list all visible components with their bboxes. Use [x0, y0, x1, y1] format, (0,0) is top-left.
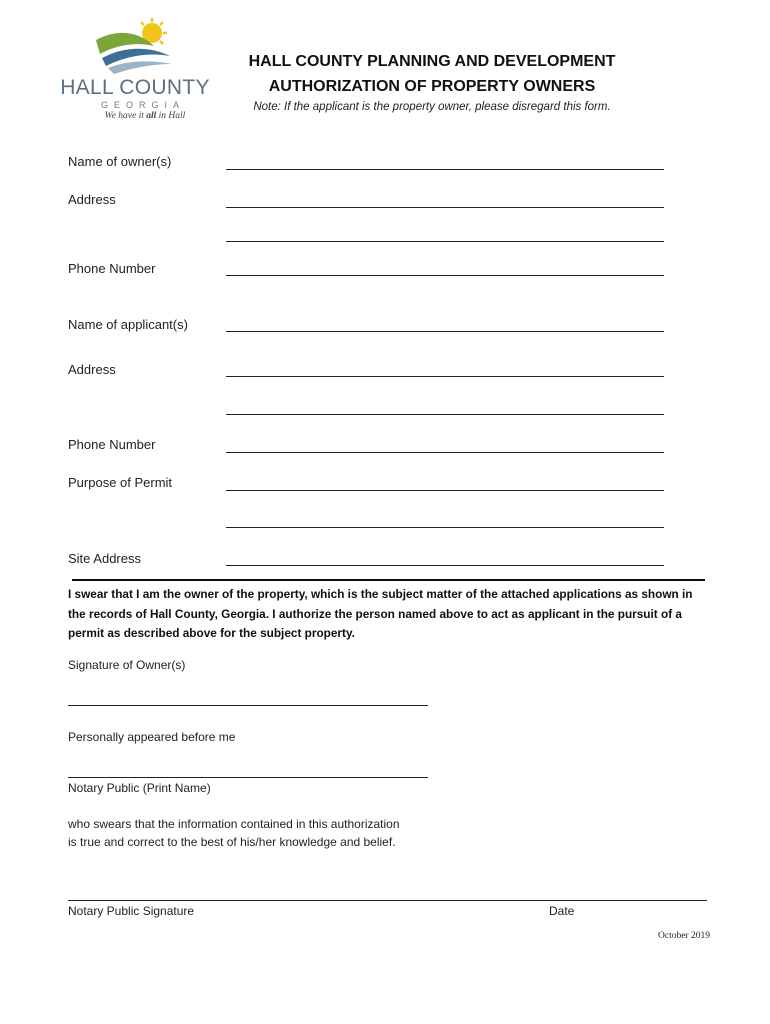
section-divider: [72, 579, 705, 581]
applicant-name-field[interactable]: [226, 331, 664, 332]
notary-signature-label: Notary Public Signature: [68, 904, 195, 918]
site-address-field[interactable]: [226, 565, 664, 566]
owner-signature-label: Signature of Owner(s): [68, 658, 186, 672]
appeared-before-label: Personally appeared before me: [68, 730, 236, 744]
tagline-part: We have it: [104, 111, 147, 121]
owner-phone-field[interactable]: [226, 275, 664, 276]
form-title-line1: HALL COUNTY PLANNING AND DEVELOPMENT: [248, 53, 616, 70]
purpose-field[interactable]: [226, 490, 664, 491]
owner-address-field[interactable]: [226, 207, 664, 208]
applicant-address-field-line2[interactable]: [226, 414, 664, 415]
site-address-label: Site Address: [68, 551, 141, 566]
form-note: Note: If the applicant is the property owner, please disregard this form.: [253, 101, 611, 113]
owner-signature-field[interactable]: [68, 705, 428, 706]
logo-tagline: [90, 111, 200, 121]
tagline-part: in Hall: [156, 111, 186, 121]
owner-name-field[interactable]: [226, 169, 664, 170]
notary-statement-line2: is true and correct to the best of his/her knowledge and belief.: [68, 835, 396, 849]
applicant-name-label: Name of applicant(s): [68, 317, 188, 332]
owner-oath-statement: I swear that I am the owner of the property, which is the subject matter of the attached applications as shown in the records of Hall County, Georgia. I authorize the person named above to act as applicant in the pursuit of a permit as described above for the subject property.: [68, 587, 693, 640]
applicant-phone-label: Phone Number: [68, 437, 156, 452]
hall-county-logo: [60, 18, 210, 122]
date-label: Date: [549, 904, 575, 918]
owner-phone-label: Phone Number: [68, 261, 156, 276]
purpose-label: Purpose of Permit: [68, 475, 173, 490]
notary-statement-line1: who swears that the information contained in this authorization: [68, 817, 400, 831]
applicant-address-field[interactable]: [226, 376, 664, 377]
tagline-bold: all: [146, 111, 157, 121]
notary-print-name-label: Notary Public (Print Name): [68, 781, 211, 795]
owner-address-field-line2[interactable]: [226, 241, 664, 242]
revision-date: October 2019: [658, 931, 710, 941]
applicant-address-label: Address: [68, 362, 116, 377]
owner-address-label: Address: [68, 192, 116, 207]
purpose-field-line2[interactable]: [226, 527, 664, 528]
notary-signature-field[interactable]: [68, 900, 707, 901]
form-title-line2: AUTHORIZATION OF PROPERTY OWNERS: [268, 78, 596, 95]
owner-name-label: Name of owner(s): [68, 154, 172, 169]
notary-print-name-field[interactable]: [68, 777, 428, 778]
logo-emblem-icon: [88, 18, 188, 76]
applicant-phone-field[interactable]: [226, 452, 664, 453]
logo-brand-text: HALL COUNTY: [60, 76, 210, 99]
logo-state-text: GEORGIA: [100, 100, 185, 110]
notary-statement: [68, 815, 448, 851]
